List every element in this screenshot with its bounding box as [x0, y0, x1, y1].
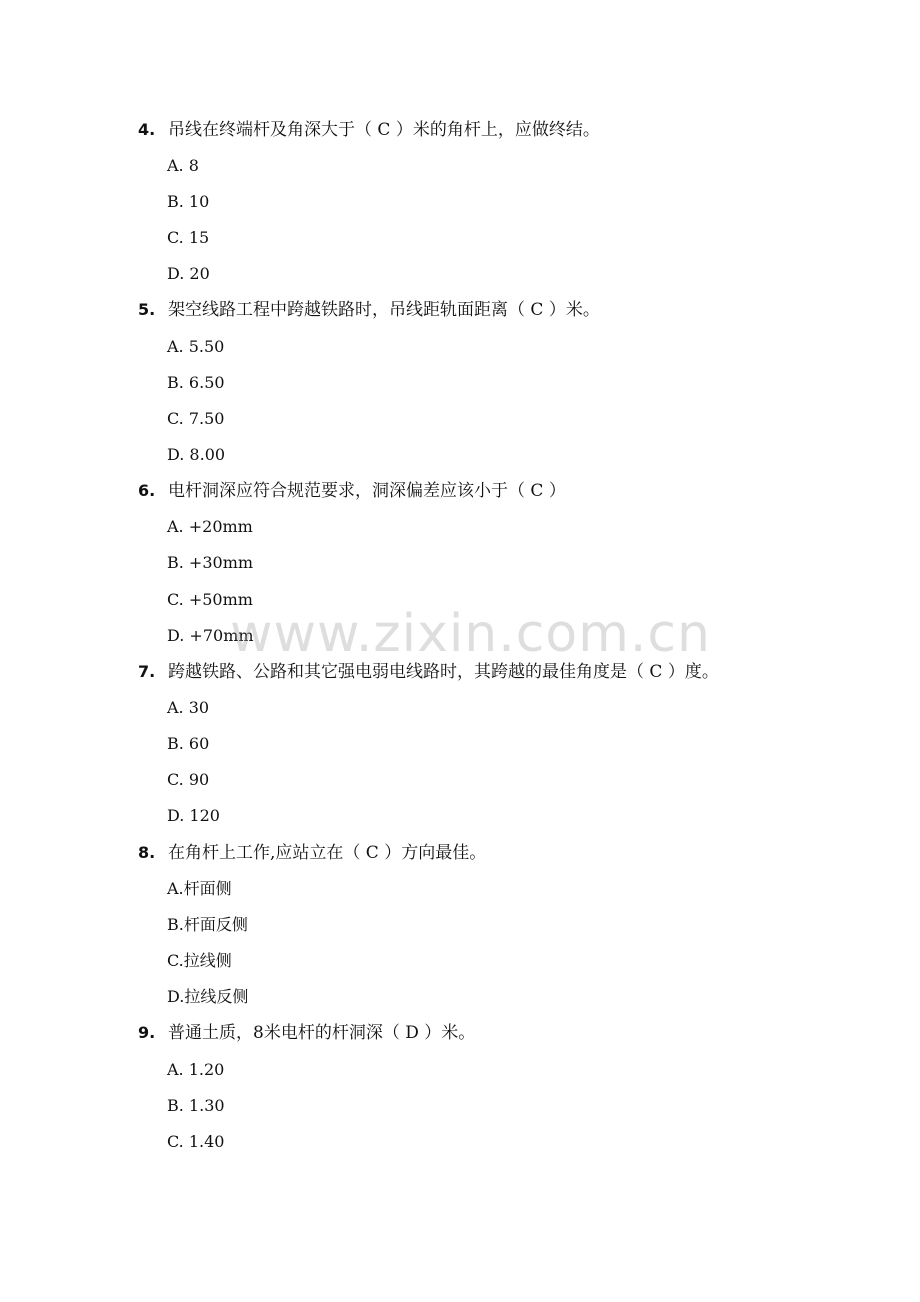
option-c: C. +50mm — [167, 590, 253, 609]
question-number: 6. — [138, 481, 156, 500]
option-d: D. 8.00 — [167, 445, 226, 464]
watermark: www.zixin.com.cn — [230, 604, 711, 664]
option-b: B. 10 — [167, 192, 210, 211]
option-c: C.拉线侧 — [167, 951, 232, 970]
question-9 — [138, 1022, 475, 1044]
option-d: D. 20 — [167, 264, 210, 283]
option-d: D. 120 — [167, 806, 220, 825]
question-number: 7. — [138, 662, 156, 681]
option-a: A. 1.20 — [167, 1060, 225, 1079]
option-a: A. 8 — [167, 156, 199, 175]
question-text: 吊线在终端杆及角深大于（ C ）米的角杆上，应做终结。 — [168, 120, 600, 140]
option-a: A.杆面侧 — [167, 879, 232, 898]
question-number: 5. — [138, 300, 156, 319]
question-number: 8. — [138, 843, 156, 862]
option-a: A. 5.50 — [167, 337, 225, 356]
option-b: B. 60 — [167, 734, 210, 753]
option-d: D.拉线反侧 — [167, 987, 249, 1006]
option-b: B. 6.50 — [167, 373, 225, 392]
question-4 — [138, 119, 600, 141]
question-7 — [138, 661, 719, 683]
question-number: 9. — [138, 1023, 156, 1042]
option-a: A. +20mm — [167, 517, 253, 536]
question-6 — [138, 480, 566, 502]
question-text: 电杆洞深应符合规范要求，洞深偏差应该小于（ C ） — [168, 481, 566, 501]
option-b: B. +30mm — [167, 553, 254, 572]
option-d: D. +70mm — [167, 626, 254, 645]
question-number: 4. — [138, 120, 156, 139]
question-text: 跨越铁路、公路和其它强电弱电线路时，其跨越的最佳角度是（ C ）度。 — [168, 662, 719, 682]
question-5 — [138, 299, 600, 321]
option-c: C. 15 — [167, 228, 210, 247]
question-8 — [138, 842, 486, 864]
question-text: 普通土质，8米电杆的杆洞深（ D ）米。 — [168, 1023, 476, 1043]
option-c: C. 90 — [167, 770, 210, 789]
option-b: B.杆面反侧 — [167, 915, 248, 934]
option-c: C. 1.40 — [167, 1132, 225, 1151]
question-text: 在角杆上工作,应站立在（ C ）方向最佳。 — [168, 843, 487, 863]
question-text: 架空线路工程中跨越铁路时，吊线距轨面距离（ C ）米。 — [168, 300, 600, 320]
option-c: C. 7.50 — [167, 409, 225, 428]
option-a: A. 30 — [167, 698, 210, 717]
option-b: B. 1.30 — [167, 1096, 225, 1115]
